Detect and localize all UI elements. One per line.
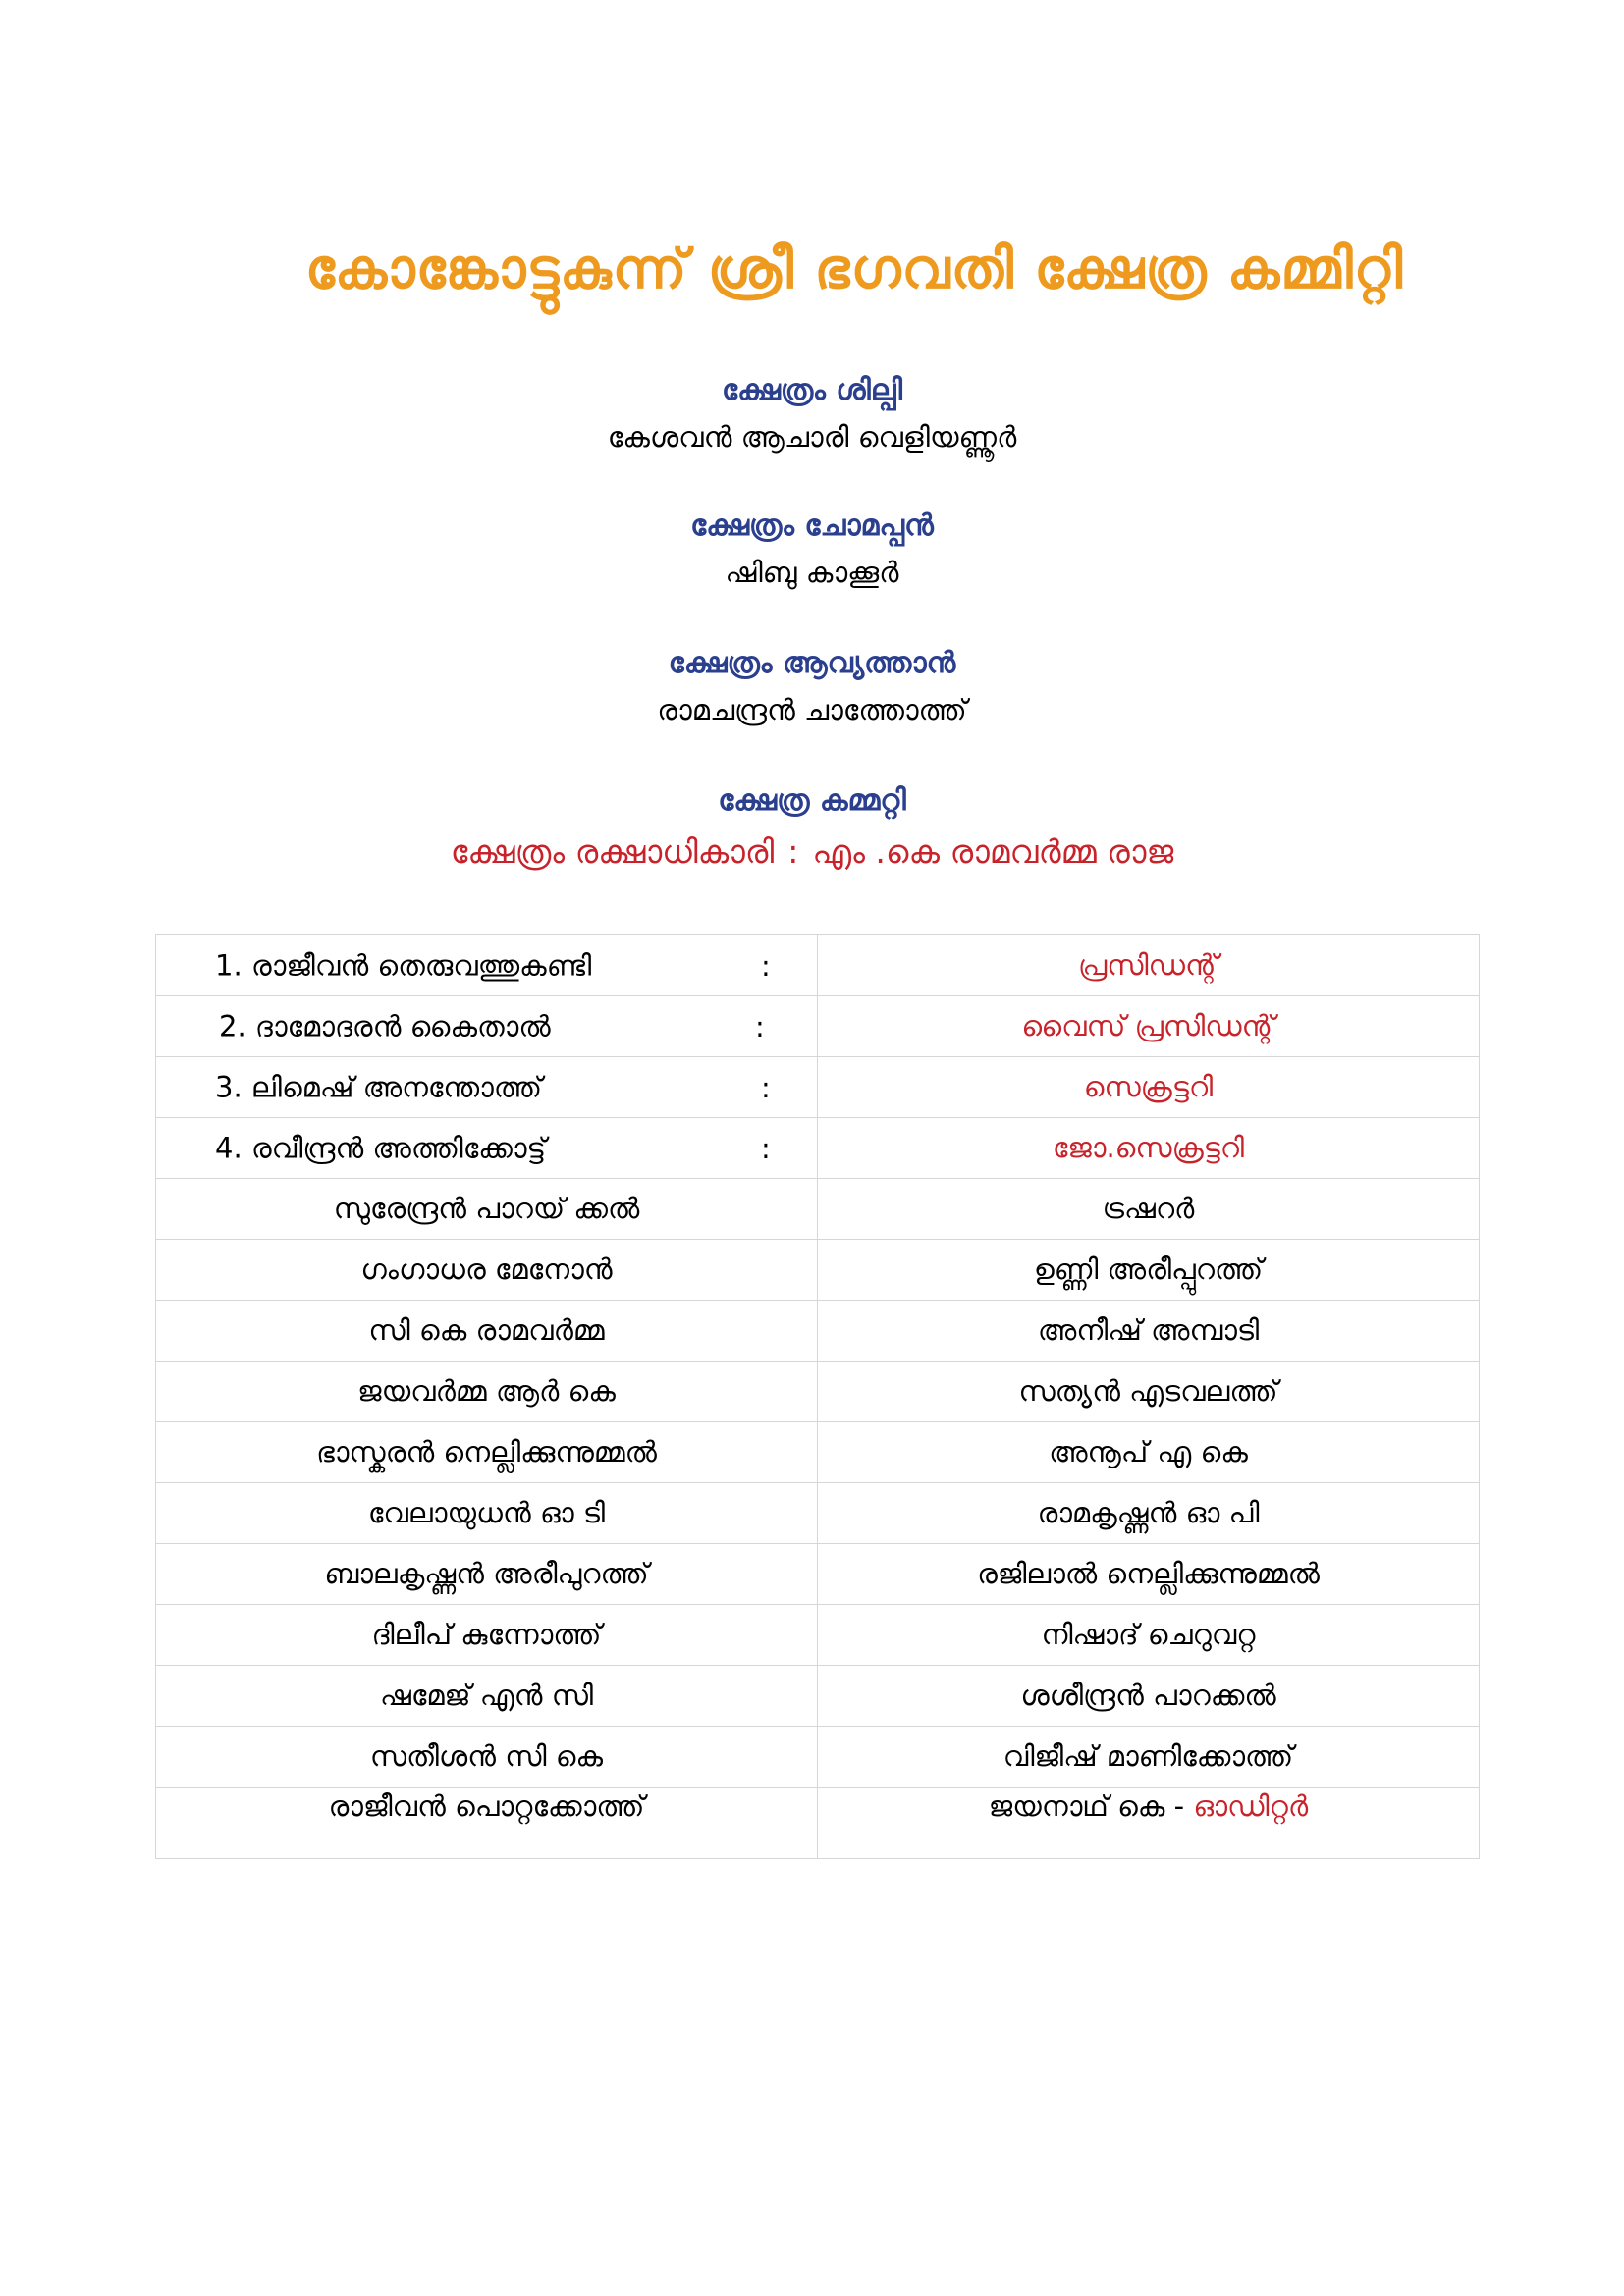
member-name: ഗംഗാധര മേനോൻ [360,1253,613,1286]
entry-number: 4. [215,1131,243,1164]
table-cell-right [818,1788,1480,1859]
table-row [156,1240,1480,1301]
table-cell-left [156,1118,818,1179]
document-title: കോങ്കോട്ടുകുന്ന് ശ്രീ ഭഗവതി ക്ഷേത്ര കമ്മിറ്റി [304,238,1404,301]
member-name: ജയവർമ്മ ആർ കെ [357,1374,616,1408]
member-name: ഭാസ്കരൻ നെല്ലിക്കുന്നുമ്മൽ [316,1435,657,1468]
patron-line [0,832,1624,872]
entry-name: ദാമോദരൻ കൈതാൽ [254,1009,551,1042]
table-cell-right: രാമകൃഷ്ണൻ ഓ പി [818,1483,1480,1544]
table-row [156,1788,1480,1859]
table-cell-role: സെക്രട്ടറി [818,1057,1480,1118]
table-cell-left [156,1544,818,1605]
patron-label: ക്ഷേത്രം രക്ഷാധികാരി [450,832,775,871]
entry-colon: : [761,1070,771,1104]
office-bearer-entry [219,1009,551,1043]
entry-colon: : [755,1009,765,1043]
table-row [156,1483,1480,1544]
section-name-chomappan: ഷിബു കാക്കൂർ [725,556,899,589]
entry-number: 3. [215,1070,243,1103]
table-cell-right: അനീഷ് അമ്പാടി [818,1301,1480,1362]
table-row [156,1301,1480,1362]
patron-name: എം .കെ രാമവർമ്മ രാജ [812,832,1174,871]
table-cell-right: നിഷാദ് ചെറുവറ്റ [818,1605,1480,1666]
table-row [156,1422,1480,1483]
table-cell-left [156,1179,818,1240]
committee-heading: ക്ഷേത്ര കമ്മറ്റി [718,783,906,818]
entry-number: 1. [215,948,243,982]
section-heading-sculptor: ക്ഷേത്രം ശില്പി [722,373,902,407]
section-name-sculptor: കേശവൻ ആചാരി വെളിയണ്ണൂർ [607,420,1017,454]
office-bearer-entry [215,1070,542,1104]
patron-separator: : [787,832,799,871]
table-row [156,1666,1480,1727]
table-cell-right: വിജീഷ് മാണിക്കോത്ത് [818,1727,1480,1788]
entry-number: 2. [219,1009,246,1042]
member-name: ദിലീപ് കുന്നോത്ത് [371,1618,602,1651]
member-name: സതീശൻ സി കെ [369,1739,604,1773]
entry-colon: : [761,948,771,983]
member-name: വേലായുധൻ ഓ ടി [367,1496,606,1529]
table-cell-left [156,1422,818,1483]
office-bearer-entry [215,1131,546,1165]
table-cell-left [156,1788,818,1859]
table-row [156,1179,1480,1240]
table-row [156,1057,1480,1118]
section-heading-chomappan: ക്ഷേത്രം ചോമപ്പൻ [690,508,934,543]
member-name: രാജീവൻ പൊറ്റക്കോത്ത് [328,1789,645,1823]
table-row [156,1544,1480,1605]
auditor-name: ജയനാഥ് കെ - [988,1789,1185,1823]
table-cell-left [156,1057,818,1118]
table-cell-right: സത്യൻ എടവലത്ത് [818,1362,1480,1422]
table-cell-right: ഉണ്ണി അരീപ്പുറത്ത് [818,1240,1480,1301]
entry-name: രവീന്ദ്രൻ അത്തിക്കോട്ട് [250,1131,547,1164]
entry-name: ലിമെഷ് അനന്തോത്ത് [250,1070,542,1103]
table-row [156,996,1480,1057]
table-row [156,1362,1480,1422]
table-cell-right: ട്രഷറർ [818,1179,1480,1240]
table-cell-right: അനൂപ് എ കെ [818,1422,1480,1483]
section-name-avyathan: രാമചന്ദ്രൻ ചാത്തോത്ത് [657,693,967,726]
table-cell-left [156,1483,818,1544]
table-row [156,1727,1480,1788]
table-cell-left [156,1666,818,1727]
table-cell-left [156,1301,818,1362]
table-cell-role: വൈസ് പ്രസിഡന്റ് [818,996,1480,1057]
auditor-role: ഓഡിറ്റർ [1193,1789,1309,1823]
table-row [156,1118,1480,1179]
member-name: സുരേന്ദ്രൻ പാറയ് ക്കൽ [333,1192,640,1225]
member-name: സി കെ രാമവർമ്മ [368,1313,605,1347]
table-cell-left [156,935,818,996]
table-row [156,935,1480,996]
table-cell-left [156,1727,818,1788]
table-cell-left [156,1362,818,1422]
table-cell-left [156,996,818,1057]
entry-name: രാജീവൻ തെരുവത്തുകണ്ടി [250,948,592,982]
table-cell-role: പ്രസിഡന്റ് [818,935,1480,996]
member-name: ഷമേജ് എൻ സി [379,1679,594,1712]
table-cell-right: രജിലാൽ നെല്ലിക്കുന്നുമ്മൽ [818,1544,1480,1605]
committee-table [155,934,1480,1859]
table-cell-left [156,1240,818,1301]
office-bearer-entry [215,948,591,983]
table-cell-right: ശശീന്ദ്രൻ പാറക്കൽ [818,1666,1480,1727]
table-row [156,1605,1480,1666]
table-cell-role: ജോ.സെക്രട്ടറി [818,1118,1480,1179]
section-heading-avyathan: ക്ഷേത്രം ആവ്യത്താൻ [668,646,956,680]
entry-colon: : [761,1131,771,1165]
member-name: ബാലകൃഷ്ണൻ അരീപുറത്ത് [324,1557,649,1590]
table-cell-left [156,1605,818,1666]
